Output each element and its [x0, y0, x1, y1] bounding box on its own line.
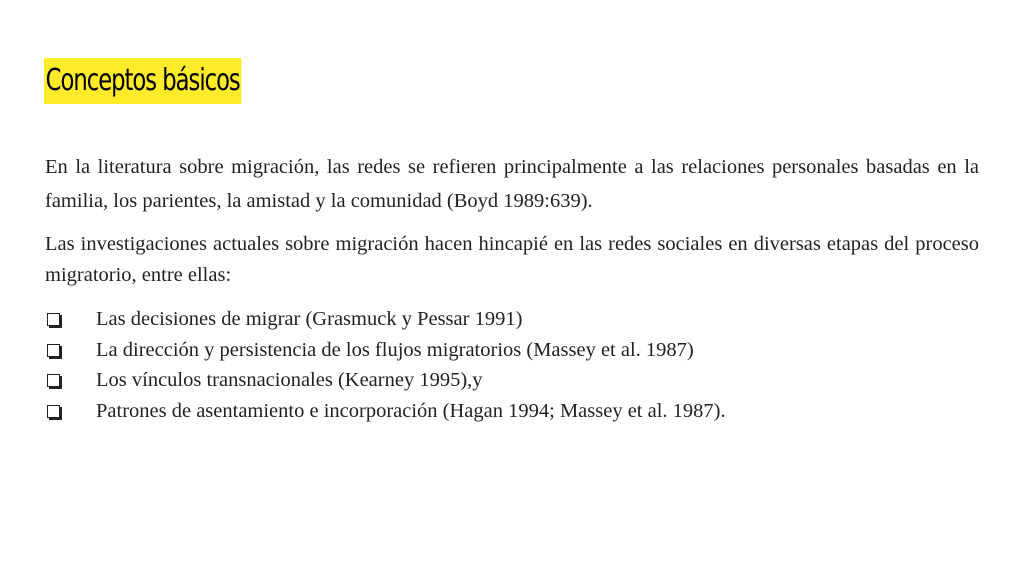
slide-title: Conceptos básicos: [44, 58, 241, 104]
list-item-text: La dirección y persistencia de los flujos migratorios (Massey et al. 1987): [96, 338, 694, 361]
checkbox-icon: [47, 405, 60, 418]
list-item-text: Los vínculos transnacionales (Kearney 1995),y: [96, 369, 483, 391]
slide-body: [45, 150, 979, 426]
checkbox-icon: [47, 313, 60, 326]
checkbox-icon: [47, 374, 60, 387]
list-item: [45, 304, 979, 335]
list-item: [45, 396, 979, 427]
list-item: [45, 335, 979, 366]
list-item-text: Patrones de asentamiento e incorporación (Hagan 1994; Massey et al. 1987).: [96, 399, 726, 422]
checkbox-icon: [47, 344, 60, 357]
bullet-list: [45, 304, 979, 426]
paragraph-networks-definition: En la literatura sobre migración, las redes se refieren principalmente a las relaciones personales basadas en la familia, los parientes, la amistad y la comunidad (Boyd 1989:639).: [45, 156, 979, 212]
list-item: [45, 365, 979, 396]
paragraph-current-research: Las investigaciones actuales sobre migración hacen hincapié en las redes sociales en diversas etapas del proceso migratorio, entre ellas:: [45, 233, 979, 286]
list-item-text: Las decisiones de migrar (Grasmuck y Pessar 1991): [96, 308, 523, 330]
